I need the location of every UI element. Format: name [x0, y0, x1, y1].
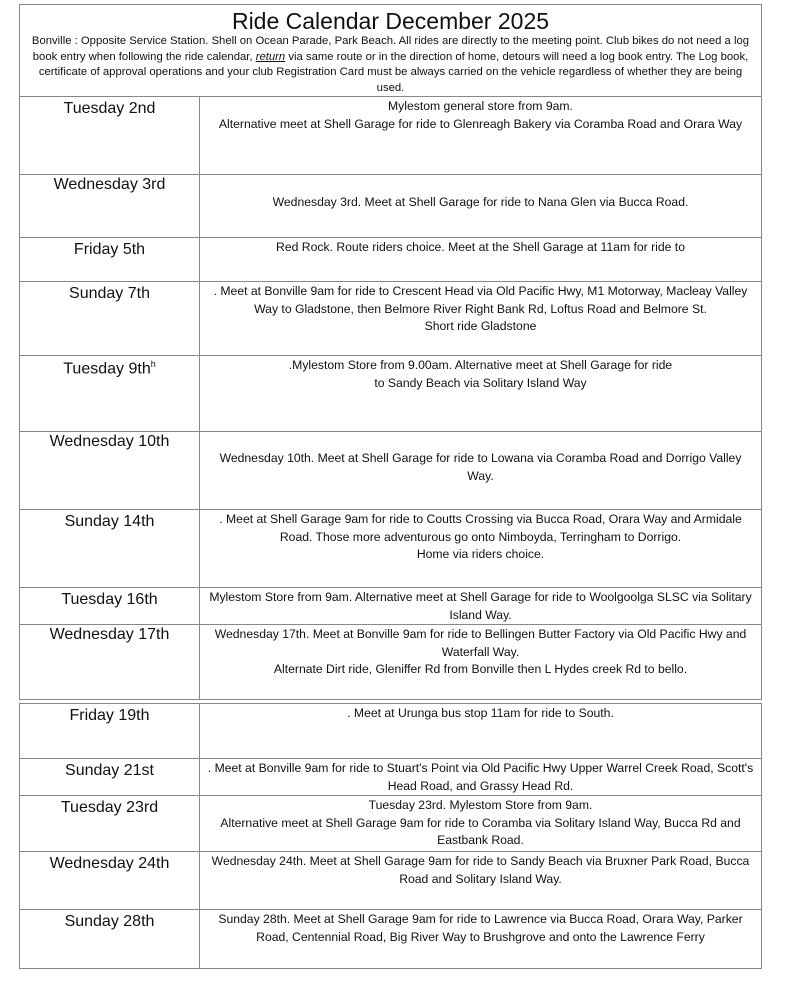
ride-description [200, 759, 762, 796]
ride-day-label: Wednesday 24th [49, 855, 170, 872]
ride-description [200, 588, 762, 625]
ride-line: Home via riders choice. [416, 547, 545, 561]
ride-line: Wednesday 3rd. Meet at Shell Garage for ride to Nana Glen via Bucca Road. [272, 195, 689, 209]
ride-line: Tuesday 23rd. Mylestom Store from 9am. [368, 798, 593, 812]
ride-day-label: Wednesday 17th [49, 626, 170, 643]
ride-day [20, 97, 200, 175]
ride-line: Sunday 28th. Meet at Shell Garage 9am for ride to Lawrence via Bucca Road, Orara Way, Parker Road, Centennial Road, Big River Way to Brushgrove and onto the Lawrence Ferry [218, 912, 743, 944]
ride-line: Alternative meet at Shell Garage 9am for ride to Coramba via Solitary Island Way, Bucca Rd and Eastbank Road. [220, 815, 741, 847]
ride-day [20, 432, 200, 510]
ride-description [200, 510, 762, 588]
ride-line: . Meet at Bonville 9am for ride to Crescent Head via Old Pacific Hwy, M1 Motorway, Macleay Valley Way to Gladstone, then Belmore River Right Bank Rd, Loftus Road and Belmore St. [213, 284, 748, 316]
ride-description [200, 175, 762, 238]
ride-day [20, 282, 200, 356]
ride-day-label: Sunday 7th [69, 285, 150, 302]
intro-text: Bonville : Opposite Service Station. Shell on Ocean Parade, Park Beach. All rides are directly to the meeting point. Club bikes do not need a log book entry when following the ride calendar, [31, 35, 750, 63]
ride-day [20, 238, 200, 282]
table-row [20, 282, 762, 356]
ride-line: to Sandy Beach via Solitary Island Way [374, 375, 587, 390]
table-row [20, 97, 762, 175]
table-row [20, 432, 762, 510]
ride-day [20, 588, 200, 625]
ride-day-label: Sunday 28th [64, 913, 155, 930]
ride-day [20, 625, 200, 700]
ride-line: Alternate Dirt ride, Gleniffer Rd from Bonville then L Hydes creek Rd to bello. [273, 662, 688, 676]
ride-day-label: Wednesday 3rd [53, 176, 166, 193]
table-row [20, 625, 762, 700]
ride-day-sup: h [150, 359, 156, 369]
ride-description [200, 432, 762, 510]
table-row [20, 910, 762, 969]
ride-line: Short ride Gladstone [424, 319, 537, 333]
ride-description [200, 282, 762, 356]
ride-day [20, 704, 200, 759]
ride-day-label: Friday 5th [73, 241, 146, 258]
table-row [20, 175, 762, 238]
ride-line: .Mylestom Store from 9.00am. Alternative meet at Shell Garage for ride [288, 358, 673, 372]
calendar-header [19, 4, 762, 96]
ride-line: Wednesday 10th. Meet at Shell Garage for ride to Lowana via Coramba Road and Dorrigo Valley Way. [219, 451, 742, 483]
ride-description [200, 356, 762, 432]
ride-day-label: Tuesday 9th [63, 360, 151, 378]
ride-day [20, 356, 200, 432]
ride-description [200, 625, 762, 700]
ride-day-label: Wednesday 10th [49, 433, 170, 450]
ride-description [200, 238, 762, 282]
table-row [20, 852, 762, 910]
ride-line: Mylestom Store from 9am. Alternative meet at Shell Garage for ride to Woolgoolga SLSC via Solitary Island Way. [209, 590, 752, 622]
ride-description [200, 796, 762, 852]
table-row [20, 588, 762, 625]
ride-day [20, 852, 200, 910]
ride-day [20, 175, 200, 238]
ride-description [200, 97, 762, 175]
table-row [20, 759, 762, 796]
ride-day [20, 759, 200, 796]
ride-day-label: Tuesday 23rd [60, 799, 159, 816]
ride-line: Mylestom general store from 9am. [388, 99, 573, 113]
table-row [20, 238, 762, 282]
ride-line: Wednesday 24th. Meet at Shell Garage 9am for ride to Sandy Beach via Bruxner Park Road, Bucca Road and Solitary Island Way. [211, 854, 750, 886]
ride-description [200, 910, 762, 969]
ride-day [20, 510, 200, 588]
ride-line: . Meet at Bonville 9am for ride to Stuart's Point via Old Pacific Hwy Upper Warrel Creek Road, Scott's Head Road, and Grassy Head Rd. [207, 761, 754, 793]
intro-emphasis: return [255, 50, 286, 63]
ride-day-label: Sunday 14th [64, 513, 155, 530]
table-row [20, 796, 762, 852]
ride-line: . Meet at Urunga bus stop 11am for ride to South. [347, 706, 614, 720]
ride-line: Wednesday 17th. Meet at Bonville 9am for ride to Bellingen Butter Factory via Old Pacific Hwy and Waterfall Way. [214, 627, 747, 659]
ride-calendar-document [19, 4, 762, 969]
page-title: Ride Calendar December 2025 [231, 8, 550, 34]
ride-day-label: Sunday 21st [65, 762, 154, 779]
ride-day-label: Friday 19th [69, 707, 150, 724]
ride-line: . Meet at Shell Garage 9am for ride to Coutts Crossing via Bucca Road, Orara Way and Armidale Road. Those more adventurous go onto Nimboyda, Terringham to Dorrigo. [219, 512, 742, 544]
rides-table [19, 96, 762, 969]
ride-day [20, 796, 200, 852]
intro-text-end: via same route or in the direction of home, detours will need a log book entry. The Log book, certificate of approval operations and your club Registration Card must be always carried on the vehicle regardless of whether they are being used. [38, 50, 749, 94]
ride-description [200, 704, 762, 759]
table-row [20, 510, 762, 588]
intro-paragraph [24, 34, 757, 96]
ride-day-label: Tuesday 16th [61, 591, 158, 608]
ride-line: Red Rock. Route riders choice. Meet at the Shell Garage at 11am for ride to [276, 240, 685, 254]
ride-line: Alternative meet at Shell Garage for ride to Glenreagh Bakery via Coramba Road and Orara Way [218, 116, 743, 131]
ride-description [200, 852, 762, 910]
table-row [20, 704, 762, 759]
ride-day [20, 910, 200, 969]
ride-day-label: Tuesday 2nd [63, 100, 156, 117]
table-row [20, 356, 762, 432]
